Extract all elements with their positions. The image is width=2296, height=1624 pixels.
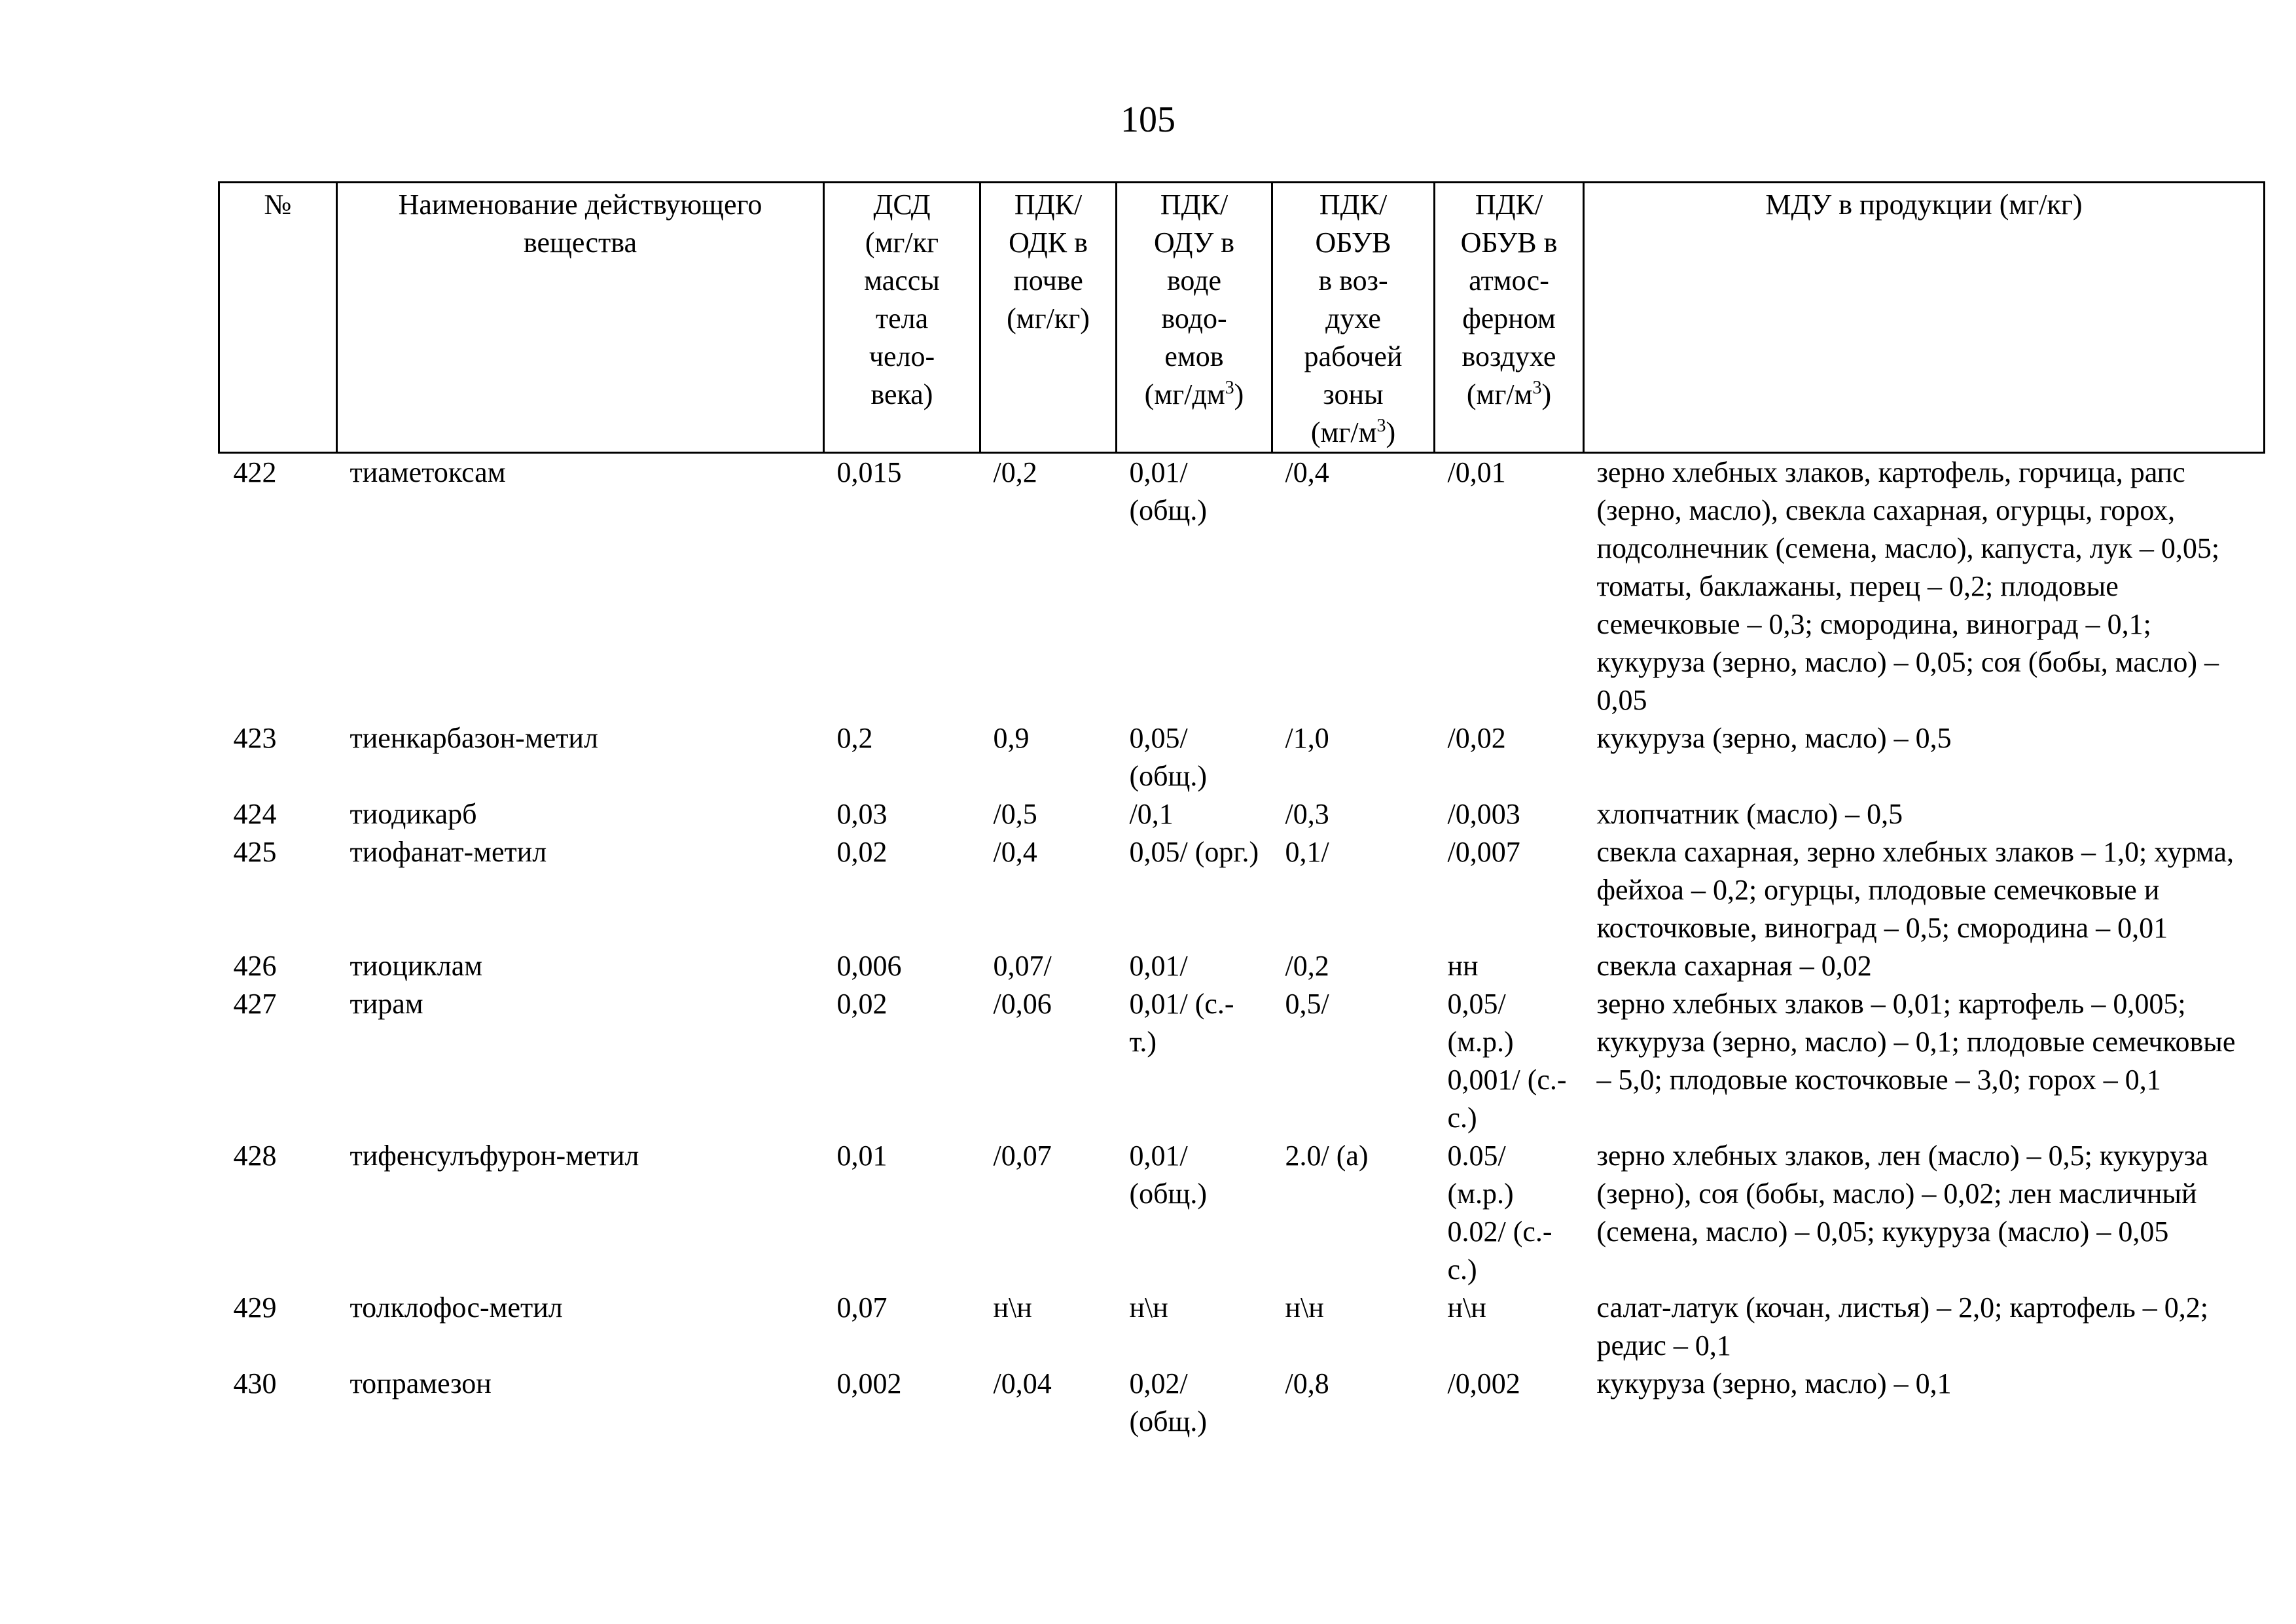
cell-name: толклофос-метил — [350, 1291, 563, 1324]
cell-soil: /0,06 — [993, 988, 1052, 1020]
cell-number: 423 — [233, 722, 277, 754]
cell-atmosphere: /0,003 — [1447, 798, 1520, 830]
cell-water: 0,02/ (общ.) — [1129, 1367, 1208, 1437]
cell-mdu: свекла сахарная – 0,02 — [1596, 950, 1872, 982]
cell-dsd: 0,006 — [836, 950, 902, 982]
cell-number: 428 — [233, 1140, 277, 1172]
cell-work-air: /0,8 — [1285, 1367, 1329, 1399]
cell-atmosphere: /0,01 — [1447, 456, 1506, 488]
cell-mdu: салат-латук (кочан, листья) – 2,0; картофель – 0,2; редис – 0,1 — [1596, 1291, 2208, 1362]
cell-atmosphere: 0.05/ (м.р.) 0.02/ (с.-с.) — [1447, 1140, 1552, 1286]
cell-dsd: 0,015 — [836, 456, 902, 488]
table-header-row — [219, 183, 2265, 453]
cell-work-air: 2.0/ (а) — [1285, 1140, 1369, 1172]
cell-atmosphere: н\н — [1447, 1291, 1486, 1324]
cell-name: тирам — [350, 988, 423, 1020]
table-row — [219, 985, 2265, 1137]
cell-water: 0,05/ (орг.) — [1129, 836, 1259, 868]
cell-water: 0,01/ (общ.) — [1129, 456, 1208, 526]
cell-mdu: зерно хлебных злаков, картофель, горчица, рапс (зерно, масло), свекла сахарная, огурцы, горох, подсолнечник (семена, масло), капуста, лук – 0,05; томаты, баклажаны, перец – 0,2; плодовые семечковые – 0,3; смородина, виноград – 0,1; кукуруза (зерно, масло) – 0,05; соя (бобы, масло) – 0,05 — [1596, 456, 2220, 716]
cell-mdu: зерно хлебных злаков – 0,01; картофель – 0,005; кукуруза (зерно, масло) – 0,1; плодовые семечковые – 5,0; плодовые косточковые – 3,0; горох – 0,1 — [1596, 988, 2236, 1096]
header-work-air: ПДК/ ОБУВ в воз- духе рабочей зоны $(мг/м^3)$ — [1272, 183, 1435, 453]
cell-water: /0,1 — [1129, 798, 1174, 830]
cell-dsd: 0,02 — [836, 836, 888, 868]
cell-mdu: свекла сахарная, зерно хлебных злаков – 1,0; хурма, фейхоа – 0,2; огурцы, плодовые семечковые и косточковые, виноград – 0,5; смородина – 0,01 — [1596, 836, 2234, 944]
cell-name: тифенсулъфурон-метил — [350, 1140, 639, 1172]
cell-soil: /0,5 — [993, 798, 1037, 830]
cell-dsd: 0,01 — [836, 1140, 888, 1172]
table-row — [219, 833, 2265, 947]
cell-number: 429 — [233, 1291, 277, 1324]
page-number: 105 — [1121, 99, 1175, 140]
cell-soil: /0,2 — [993, 456, 1037, 488]
cell-water: 0,01/ — [1129, 950, 1188, 982]
cell-number: 425 — [233, 836, 277, 868]
cell-name: тиенкарбазон-метил — [350, 722, 598, 754]
cell-name: тиодикарб — [350, 798, 477, 830]
cell-water: 0,05/ (общ.) — [1129, 722, 1208, 792]
cell-work-air: н\н — [1285, 1291, 1324, 1324]
table-row — [219, 1289, 2265, 1365]
header-atmosphere: ПДК/ ОБУВ в атмос- ферном воздухе $(мг/м^3)$ — [1435, 183, 1584, 453]
header-soil: ПДК/ ОДК в почве (мг/кг) — [980, 183, 1117, 453]
cell-number: 430 — [233, 1367, 277, 1399]
table-row — [219, 719, 2265, 795]
cell-soil: /0,4 — [993, 836, 1037, 868]
cell-water: н\н — [1129, 1291, 1168, 1324]
cell-dsd: 0,02 — [836, 988, 888, 1020]
cell-dsd: 0,2 — [836, 722, 873, 754]
header-dsd: ДСД (мг/кг массы тела чело- века) — [824, 183, 980, 453]
cell-mdu: хлопчатник (масло) – 0,5 — [1596, 798, 1903, 830]
cell-work-air: /0,4 — [1285, 456, 1329, 488]
pesticide-table — [218, 181, 2265, 1441]
cell-number: 427 — [233, 988, 277, 1020]
cell-atmosphere: 0,05/ (м.р.) 0,001/ (с.-с.) — [1447, 988, 1567, 1134]
cell-number: 422 — [233, 456, 277, 488]
header-water: ПДК/ ОДУ в воде водо- емов $(мг/дм^3)$ — [1117, 183, 1272, 453]
cell-mdu: кукуруза (зерно, масло) – 0,1 — [1596, 1367, 1952, 1399]
cell-mdu: кукуруза (зерно, масло) – 0,5 — [1596, 722, 1952, 754]
cell-atmosphere: /0,002 — [1447, 1367, 1520, 1399]
cell-soil: н\н — [993, 1291, 1032, 1324]
cell-soil: 0,9 — [993, 722, 1030, 754]
cell-name: тиофанат-метил — [350, 836, 547, 868]
cell-mdu: зерно хлебных злаков, лен (масло) – 0,5; кукуруза (зерно), соя (бобы, масло) – 0,02; лен масличный (семена, масло) – 0,05; кукуруза (масло) – 0,05 — [1596, 1140, 2208, 1248]
cell-atmosphere: нн — [1447, 950, 1479, 982]
cell-atmosphere: /0,02 — [1447, 722, 1506, 754]
table-row — [219, 795, 2265, 833]
cell-work-air: 0,1/ — [1285, 836, 1329, 868]
table-row — [219, 947, 2265, 985]
table-row — [219, 453, 2265, 720]
cell-dsd: 0,002 — [836, 1367, 902, 1399]
cell-name: тиоциклам — [350, 950, 483, 982]
cell-soil: /0,04 — [993, 1367, 1052, 1399]
cell-work-air: /0,2 — [1285, 950, 1329, 982]
header-mdu: МДУ в продукции (мг/кг) — [1584, 183, 2265, 453]
cell-dsd: 0,03 — [836, 798, 888, 830]
cell-number: 426 — [233, 950, 277, 982]
cell-work-air: 0,5/ — [1285, 988, 1329, 1020]
cell-water: 0,01/ (с.- т.) — [1129, 988, 1234, 1058]
cell-work-air: /0,3 — [1285, 798, 1329, 830]
header-number: № — [219, 183, 337, 453]
cell-dsd: 0,07 — [836, 1291, 888, 1324]
cell-atmosphere: /0,007 — [1447, 836, 1520, 868]
table-row — [219, 1137, 2265, 1289]
cell-soil: 0,07/ — [993, 950, 1052, 982]
table-row — [219, 1365, 2265, 1441]
cell-work-air: /1,0 — [1285, 722, 1329, 754]
cell-water: 0,01/ (общ.) — [1129, 1140, 1208, 1210]
cell-name: топрамезон — [350, 1367, 492, 1399]
cell-number: 424 — [233, 798, 277, 830]
cell-soil: /0,07 — [993, 1140, 1052, 1172]
cell-name: тиаметоксам — [350, 456, 506, 488]
header-substance-name: Наименование действующего вещества — [337, 183, 824, 453]
